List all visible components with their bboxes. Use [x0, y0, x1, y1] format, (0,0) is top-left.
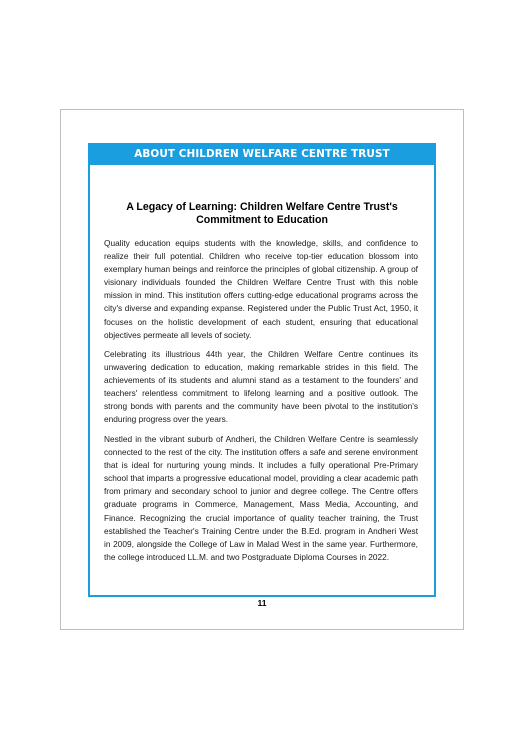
article-title-line-1: A Legacy of Learning: Children Welfare Centre Trust's: [126, 201, 398, 213]
paragraph-1: Quality education equips students with the knowledge, skills, and confidence to realize their full potential. Children who receive top-tier education blossom into exemplary human beings and reinforce the principles of global citizenship. A group of visionary individuals founded the Children Welfare Centre Trust with this noble mission in mind. This institution offers cutting-edge educational programs across the city's diverse and expanding expanse. Registered under the Public Trust Act, 1950, it focuses on the holistic development of each student, ensuring that educational objectives permeate all levels of society.: [104, 238, 418, 340]
article-title: [104, 201, 420, 226]
section-header-title: ABOUT CHILDREN WELFARE CENTRE TRUST: [134, 148, 390, 160]
paragraph-2: Celebrating its illustrious 44th year, the Children Welfare Centre continues its unwavering dedication to education, making remarkable strides in this field. The achievements of its students and alumni stand as a testament to the founders' and teachers' relentless commitment to lifelong learning and a positive outlook. The strong bonds with parents and the community have been pivotal to the institution's enduring progress over the years.: [104, 349, 418, 425]
article-title-line-2: Commitment to Education: [196, 213, 328, 226]
paragraph-3: Nestled in the vibrant suburb of Andheri, the Children Welfare Centre is seamlessly connected to the rest of the city. The institution offers a safe and serene environment that is ideal for nurturing young minds. It includes a fully operational Pre-Primary school that imparts a progressive educational model, providing a clear academic path from primary and secondary school to junior and degree college. The Centre offers graduate programs in Commerce, Management, Mass Media, Accounting, and Finance. Recognizing the crucial importance of quality teacher training, the Trust established the Teacher's Training Centre under the B.Ed. program in Andheri West in 2009, alongside the College of Law in Malad West in the same year. Furthermore, the college introduced LL.M. and two Postgraduate Diploma Courses in 2022.: [104, 434, 418, 562]
page-number: 11: [257, 598, 267, 608]
section-header: [88, 143, 436, 165]
